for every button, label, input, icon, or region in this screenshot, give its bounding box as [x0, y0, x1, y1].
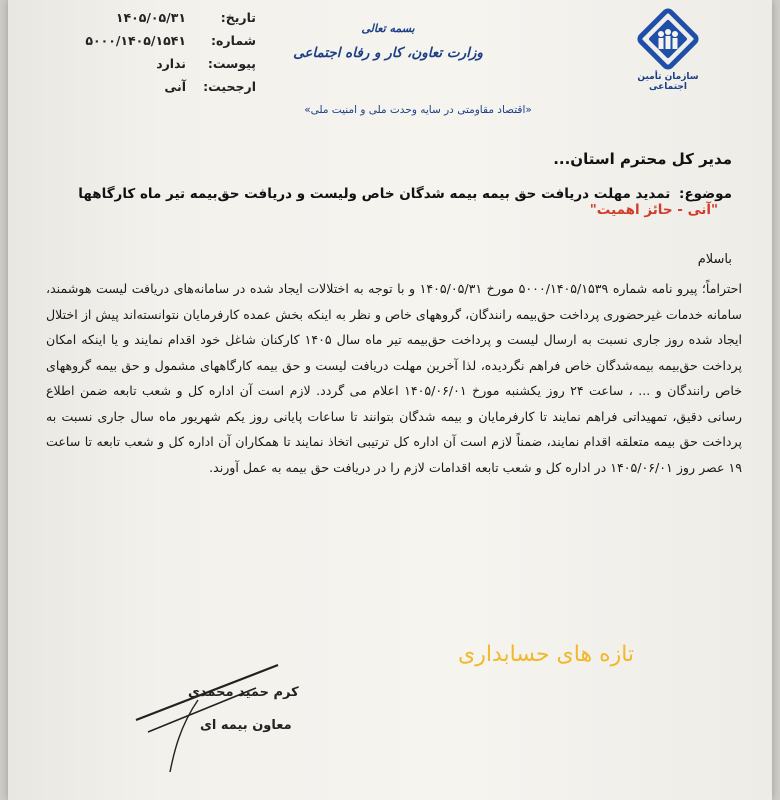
- attachment-label: پیوست:: [207, 56, 256, 71]
- signer-title: معاون بیمه ای: [200, 718, 292, 733]
- greeting: باسلام: [697, 252, 732, 267]
- subject-text: تمدید مهلت دریافت حق بیمه بیمه شدگان خاص ولیست و دریافت حق‌بیمه تیر ماه کارگاهها: [78, 186, 671, 202]
- priority-row: [56, 79, 256, 102]
- body-paragraph: احتراماً؛ پیرو نامه شماره ۵۰۰۰/۱۴۰۵/۱۵۳۹ مورخ ۱۴۰۵/۰۵/۳۱ و با توجه به اختلالات ایجاد شده در سامانه‌های دریافت لیست هوشمند، سامانه خدمات غیرحضوری پرداخت حق‌بیمه رانندگان، گروههای خاص و نظر به اینکه بخش عمده کارفرمایان نتوانسته‌اند پیش از اختلال ایجاد شده روز جاری نسبت به ارسال لیست و پرداخت حق‌بیمه تیر ماه سال ۱۴۰۵ کارکنان شاغل خود اقدام نمایند و یا اینکه امکان پرداخت حق‌بیمه بیمه‌شدگان خاص فراهم نگردیده، لذا آخرین مهلت دریافت لیست و حق بیمه کارگاههای مشمول و حق بیمه گروههای خاص رانندگان و ... ، ساعت ۲۴ روز یکشنبه مورخ ۱۴۰۵/۰۶/۰۱ اعلام می گردد. لازم است آن اداره کل و شعب تابعه ضمن اطلاع رسانی دقیق، تمهیداتی فراهم نمایند تا کارفرمایان و بیمه شدگان بتوانند تا ساعات پایانی روز یکم شهریور ماه سال جاری نسبت به پرداخت حق بیمه متعلقه اقدام نمایند، ضمناً لازم است آن اداره کل ترتیبی اتخاذ نمایند تا همکاران آن اداره کل و شعب تابعه تا ساعت ۱۹ عصر روز ۱۴۰۵/۰۶/۰۱ در اداره کل و شعب تابعه اقدامات لازم را در دریافت حق بیمه به عمل آورند.: [46, 281, 743, 475]
- subject-label: موضوع:: [679, 186, 732, 202]
- priority-value: آنی: [164, 79, 186, 94]
- slogan: «اقتصاد مقاومتی در سایه وحدت ملی و امنیت ملی»: [304, 104, 532, 116]
- letter-meta: [56, 10, 256, 102]
- number-row: [56, 33, 256, 56]
- organization-logo: [618, 8, 718, 92]
- letter-paper: [8, 0, 772, 800]
- urgent-badge: "آنی - حائز اهمیت": [589, 202, 718, 218]
- attachment-value: ندارد: [156, 56, 186, 71]
- social-security-logo-icon: [637, 8, 699, 70]
- ministry-name: وزارت تعاون، کار و رفاه اجتماعی: [293, 45, 483, 61]
- date-label: تاریخ:: [220, 10, 256, 25]
- attachment-row: [56, 56, 256, 79]
- priority-label: ارجحیت:: [203, 79, 256, 94]
- number-value: ۵۰۰۰/۱۴۰۵/۱۵۴۱: [85, 33, 186, 48]
- date-value: ۱۴۰۵/۰۵/۳۱: [115, 10, 186, 25]
- number-label: شماره:: [211, 33, 256, 48]
- signer-name: کرم حمید محمدی: [188, 685, 299, 700]
- addressee: مدیر کل محترم استان...: [553, 150, 732, 168]
- letter-header: [278, 22, 498, 61]
- watermark-text: تازه های حسابداری: [458, 642, 635, 667]
- logo-caption: سازمان تأمین اجتماعی: [637, 72, 699, 92]
- bismillah: بسمه تعالی: [361, 22, 415, 35]
- letter-body: [46, 276, 742, 480]
- subject-line: [32, 186, 732, 218]
- date-row: [56, 10, 256, 33]
